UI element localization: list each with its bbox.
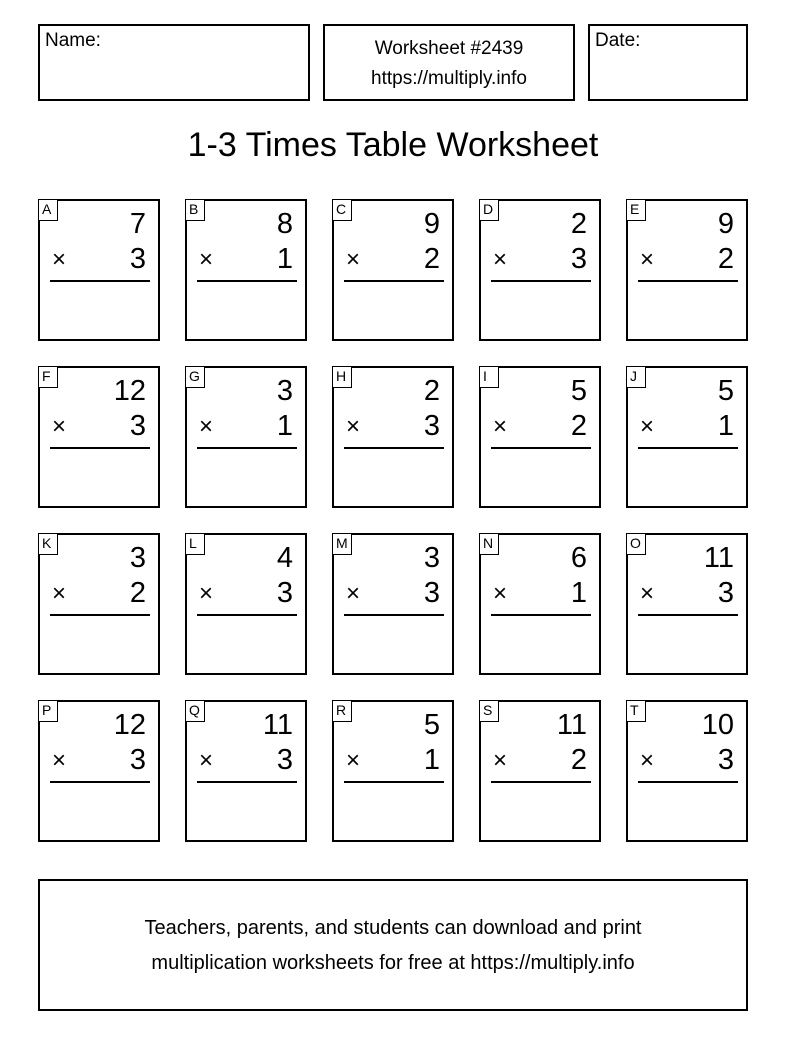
answer-line [344, 447, 444, 449]
problem-bottom-number: 2 [570, 410, 587, 442]
problem-bottom-number: 2 [129, 577, 146, 609]
problem-letter: P [38, 700, 58, 722]
problem-letter: M [332, 533, 352, 555]
answer-line [344, 781, 444, 783]
problem-letter: I [479, 366, 499, 388]
problem-bottom-number: 3 [276, 744, 293, 776]
name-label: Name: [45, 30, 101, 51]
problem-bottom-number: 2 [570, 744, 587, 776]
problem-bottom-number: 3 [423, 410, 440, 442]
problem-top-number: 9 [717, 208, 734, 240]
problem-top-number: 3 [423, 542, 440, 574]
problem-card[interactable] [479, 700, 601, 842]
answer-line [344, 280, 444, 282]
multiply-sign: × [52, 747, 67, 774]
problem-letter: G [185, 366, 205, 388]
problem-card[interactable] [38, 700, 160, 842]
problem-card[interactable] [626, 366, 748, 508]
answer-line [197, 781, 297, 783]
answer-line [638, 447, 738, 449]
footer-line-2: multiplication worksheets for free at https://multiply.info [151, 952, 635, 974]
problem-card[interactable] [185, 700, 307, 842]
problem-letter: J [626, 366, 646, 388]
problem-top-number: 11 [262, 709, 293, 741]
problem-letter: D [479, 199, 499, 221]
problem-top-number: 6 [570, 542, 587, 574]
multiply-sign: × [493, 246, 508, 273]
problem-card[interactable] [38, 199, 160, 341]
multiply-sign: × [640, 747, 655, 774]
problem-letter: O [626, 533, 646, 555]
problem-card[interactable] [626, 533, 748, 675]
answer-line [638, 781, 738, 783]
problem-top-number: 12 [113, 375, 146, 407]
problem-bottom-number: 3 [717, 744, 734, 776]
problem-letter: K [38, 533, 58, 555]
problem-top-number: 7 [129, 208, 146, 240]
multiply-sign: × [199, 580, 214, 607]
multiply-sign: × [52, 246, 67, 273]
answer-line [197, 447, 297, 449]
footer-box [38, 879, 748, 1011]
problem-card[interactable] [626, 700, 748, 842]
answer-line [50, 614, 150, 616]
multiply-sign: × [346, 747, 361, 774]
problem-card[interactable] [185, 199, 307, 341]
problem-card[interactable] [332, 366, 454, 508]
problem-bottom-number: 1 [717, 410, 734, 442]
answer-line [50, 280, 150, 282]
multiply-sign: × [346, 580, 361, 607]
problem-bottom-number: 3 [276, 577, 293, 609]
problem-letter: E [626, 199, 646, 221]
worksheet-info-box [323, 24, 575, 101]
problem-top-number: 11 [703, 542, 734, 574]
problem-card[interactable] [332, 700, 454, 842]
problem-bottom-number: 3 [423, 577, 440, 609]
problem-card[interactable] [38, 366, 160, 508]
problem-letter: Q [185, 700, 205, 722]
answer-line [638, 614, 738, 616]
answer-line [491, 781, 591, 783]
answer-line [197, 280, 297, 282]
multiply-sign: × [640, 246, 655, 273]
worksheet-url: https://multiply.info [371, 68, 527, 89]
problem-card[interactable] [185, 533, 307, 675]
problem-bottom-number: 3 [129, 243, 146, 275]
problem-letter: B [185, 199, 205, 221]
multiply-sign: × [52, 580, 67, 607]
multiply-sign: × [199, 413, 214, 440]
problem-top-number: 3 [276, 375, 293, 407]
problem-bottom-number: 2 [423, 243, 440, 275]
problem-card[interactable] [479, 199, 601, 341]
name-box[interactable] [38, 24, 310, 101]
problem-card[interactable] [332, 533, 454, 675]
multiply-sign: × [346, 413, 361, 440]
problem-letter: F [38, 366, 58, 388]
problem-letter: C [332, 199, 352, 221]
problem-top-number: 2 [423, 375, 440, 407]
problem-letter: R [332, 700, 352, 722]
problem-card[interactable] [626, 199, 748, 341]
problem-card[interactable] [479, 533, 601, 675]
problem-letter: T [626, 700, 646, 722]
answer-line [638, 280, 738, 282]
answer-line [491, 280, 591, 282]
date-box[interactable] [588, 24, 748, 101]
answer-line [491, 614, 591, 616]
problem-bottom-number: 1 [423, 744, 440, 776]
page-title: 1-3 Times Table Worksheet [187, 126, 599, 164]
multiply-sign: × [493, 580, 508, 607]
problem-bottom-number: 3 [129, 410, 146, 442]
problem-letter: H [332, 366, 352, 388]
problem-bottom-number: 1 [570, 577, 587, 609]
answer-line [491, 447, 591, 449]
problem-top-number: 3 [129, 542, 146, 574]
problem-bottom-number: 2 [717, 243, 734, 275]
problem-bottom-number: 3 [717, 577, 734, 609]
problem-top-number: 10 [701, 709, 734, 741]
answer-line [197, 614, 297, 616]
problem-card[interactable] [185, 366, 307, 508]
answer-line [50, 781, 150, 783]
multiply-sign: × [493, 747, 508, 774]
problem-bottom-number: 3 [570, 243, 587, 275]
answer-line [344, 614, 444, 616]
answer-line [50, 447, 150, 449]
multiply-sign: × [493, 413, 508, 440]
multiply-sign: × [199, 246, 214, 273]
problem-card[interactable] [479, 366, 601, 508]
multiply-sign: × [640, 580, 655, 607]
worksheet-number: Worksheet #2439 [374, 38, 524, 59]
problem-top-number: 11 [556, 709, 587, 741]
problem-top-number: 5 [717, 375, 734, 407]
date-label: Date: [595, 30, 641, 51]
problem-top-number: 5 [570, 375, 587, 407]
problem-bottom-number: 3 [129, 744, 146, 776]
problem-bottom-number: 1 [276, 243, 293, 275]
problem-top-number: 4 [276, 542, 293, 574]
footer-line-1: Teachers, parents, and students can download and print [144, 917, 642, 939]
problem-top-number: 5 [423, 709, 440, 741]
problem-card[interactable] [332, 199, 454, 341]
problem-letter: L [185, 533, 205, 555]
problem-top-number: 9 [423, 208, 440, 240]
problem-letter: S [479, 700, 499, 722]
multiply-sign: × [346, 246, 361, 273]
multiply-sign: × [199, 747, 214, 774]
problem-letter: N [479, 533, 499, 555]
problem-top-number: 8 [276, 208, 293, 240]
problem-letter: A [38, 199, 58, 221]
multiply-sign: × [640, 413, 655, 440]
problem-top-number: 2 [570, 208, 587, 240]
problem-bottom-number: 1 [276, 410, 293, 442]
multiply-sign: × [52, 413, 67, 440]
problem-top-number: 12 [113, 709, 146, 741]
problem-card[interactable] [38, 533, 160, 675]
